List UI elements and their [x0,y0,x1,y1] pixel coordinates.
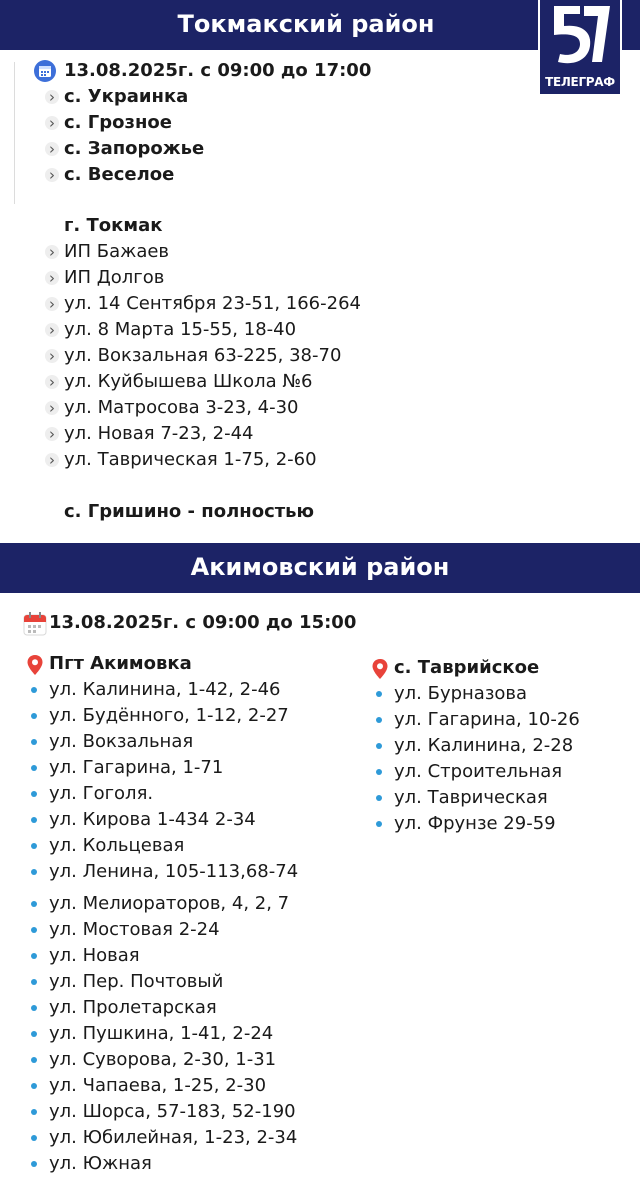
list-item: ул. Новая [49,945,140,966]
list-item: ул. Мелиораторов, 4, 2, 7 [49,893,290,914]
bullet-icon [31,817,37,823]
bullet-icon [31,1057,37,1063]
list-item: ул. Фрунзе 29-59 [394,813,556,834]
chevron-right-icon: › [45,168,59,182]
calendar-icon [22,611,48,637]
list-item: ул. Пер. Почтовый [49,971,224,992]
bullet-icon [31,927,37,933]
tokmak-date: 13.08.2025г. с 09:00 до 17:00 [64,60,372,81]
bullet-icon [31,1005,37,1011]
chevron-right-icon: › [45,297,59,311]
chevron-right-icon: › [45,375,59,389]
list-item: ул. Куйбышева Школа №6 [64,371,313,392]
list-item: ул. Строительная [394,761,563,782]
calendar-icon [34,60,56,82]
list-item: ул. Пушкина, 1-41, 2-24 [49,1023,274,1044]
tokmak-note: с. Гришино - полностью [64,501,315,522]
list-item: ул. Таврическая 1-75, 2-60 [64,449,317,470]
list-item: ул. Гоголя. [49,783,154,804]
bullet-icon [31,687,37,693]
bullet-icon [31,1135,37,1141]
tokmak-city-heading: г. Токмак [64,215,163,236]
akimovka-district-banner: Акимовский район [0,543,640,593]
list-item: ул. Будённого, 1-12, 2-27 [49,705,289,726]
list-item: ул. Шорса, 57-183, 52-190 [49,1101,296,1122]
chevron-right-icon: › [45,116,59,130]
list-item: с. Запорожье [64,138,205,159]
bullet-icon [31,765,37,771]
chevron-right-icon: › [45,90,59,104]
bullet-icon [31,1031,37,1037]
list-item: ул. Калинина, 1-42, 2-46 [49,679,281,700]
bullet-icon [376,691,382,697]
chevron-right-icon: › [45,245,59,259]
akimovka-right-heading: с. Таврийское [394,657,540,678]
bullet-icon [31,1161,37,1167]
bullet-icon [31,979,37,985]
section-divider [14,62,15,204]
chevron-right-icon: › [45,271,59,285]
list-item: ул. Вокзальная 63-225, 38-70 [64,345,342,366]
list-item: ул. Ленина, 105-113,68-74 [49,861,299,882]
bullet-icon [31,713,37,719]
list-item: ул. Новая 7-23, 2-44 [64,423,254,444]
bullet-icon [376,795,382,801]
bullet-icon [31,869,37,875]
location-pin-icon [26,654,44,676]
list-item: ул. 14 Сентября 23-51, 166-264 [64,293,361,314]
list-item: ул. Калинина, 2-28 [394,735,574,756]
list-item: с. Украинка [64,86,189,107]
bullet-icon [31,791,37,797]
list-item: ул. Бурназова [394,683,528,704]
list-item: ул. Гагарина, 1-71 [49,757,224,778]
list-item: ул. Южная [49,1153,152,1174]
bullet-icon [31,843,37,849]
bullet-icon [376,821,382,827]
list-item: ул. Кирова 1-434 2-34 [49,809,256,830]
location-pin-icon [371,658,389,680]
bullet-icon [31,1083,37,1089]
list-item: ул. Суворова, 2-30, 1-31 [49,1049,277,1070]
list-item: ул. Матросова 3-23, 4-30 [64,397,299,418]
chevron-right-icon: › [45,323,59,337]
list-item: ул. Юбилейная, 1-23, 2-34 [49,1127,298,1148]
chevron-right-icon: › [45,453,59,467]
logo-caption: ТЕЛЕГРАФ [545,75,615,89]
bullet-icon [376,743,382,749]
list-item: с. Веселое [64,164,175,185]
chevron-right-icon: › [45,349,59,363]
akimovka-left-heading: Пгт Акимовка [49,653,192,674]
list-item: ул. 8 Марта 15-55, 18-40 [64,319,297,340]
bullet-icon [31,901,37,907]
list-item: ул. Вокзальная [49,731,194,752]
bullet-icon [376,717,382,723]
list-item: ИП Бажаев [64,241,170,262]
list-item: ул. Чапаева, 1-25, 2-30 [49,1075,267,1096]
chevron-right-icon: › [45,427,59,441]
bullet-icon [31,739,37,745]
telegraf-logo [538,0,622,96]
tokmak-district-banner: Токмакский район [0,0,640,50]
list-item: с. Грозное [64,112,172,133]
list-item: ул. Кольцевая [49,835,185,856]
list-item: ИП Долгов [64,267,165,288]
bullet-icon [376,769,382,775]
bullet-icon [31,1109,37,1115]
list-item: ул. Пролетарская [49,997,217,1018]
list-item: ул. Таврическая [394,787,548,808]
bullet-icon [31,953,37,959]
list-item: ул. Мостовая 2-24 [49,919,220,940]
logo-mark-icon [540,0,620,70]
list-item: ул. Гагарина, 10-26 [394,709,580,730]
chevron-right-icon: › [45,142,59,156]
chevron-right-icon: › [45,401,59,415]
akimovka-date: 13.08.2025г. с 09:00 до 15:00 [49,612,357,633]
